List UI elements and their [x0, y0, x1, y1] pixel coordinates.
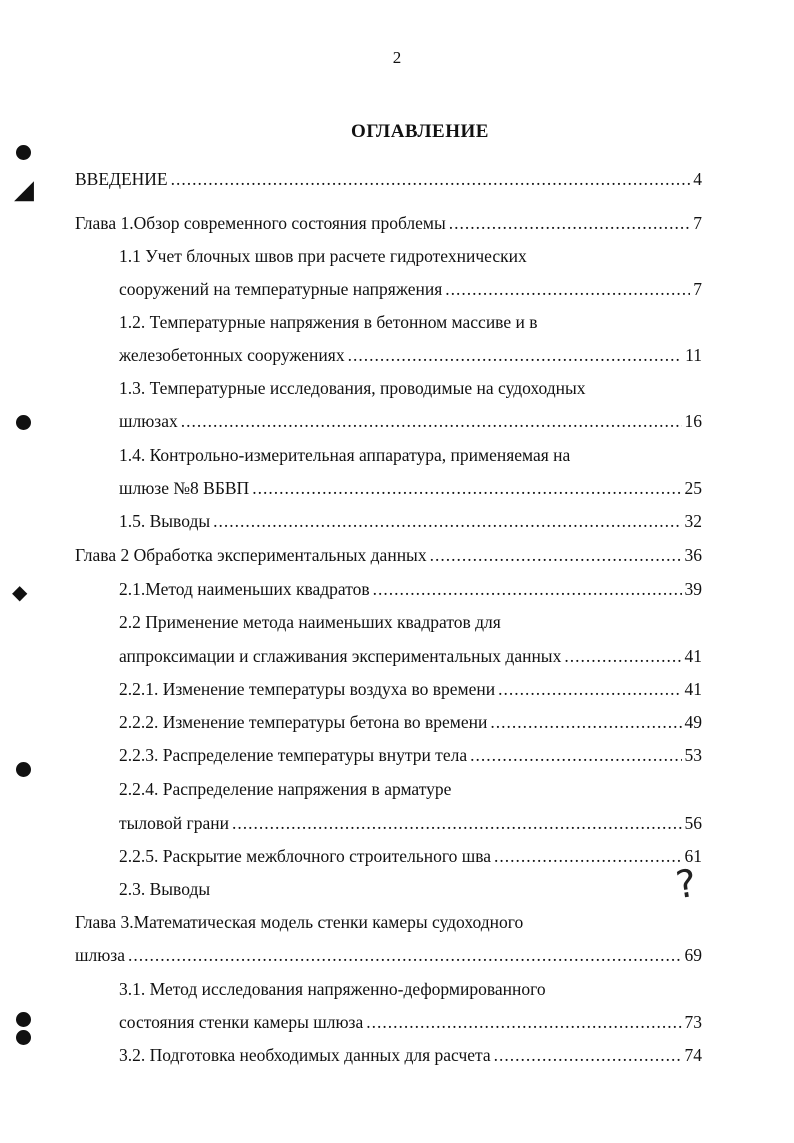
toc-entry: аппроксимации и сглаживания экспериментальных данных ..... 41: [119, 637, 702, 667]
toc-entry: 1.2. Температурные напряжения в бетонном массиве и в: [119, 312, 538, 332]
punch-hole-icon: [16, 145, 31, 160]
toc-entry: шлюзах ..... 16: [119, 402, 702, 432]
punch-hole-icon: [16, 762, 31, 777]
toc-entry: Глава 2 Обработка экспериментальных данных ..... 36: [75, 536, 702, 566]
toc-entry: Глава 3.Математическая модель стенки камеры судоходного: [75, 912, 524, 932]
toc-entry: сооружений на температурные напряжения ..... 7: [119, 270, 702, 300]
toc-entry: 2.3. Выводы: [119, 879, 211, 899]
punch-hole-icon: [16, 415, 31, 430]
toc-entry: 1.4. Контрольно-измерительная аппаратура, применяемая на: [119, 445, 571, 465]
toc-title: ОГЛАВЛЕНИЕ: [351, 121, 489, 142]
toc-entry: 2.2.2. Изменение температуры бетона во времени ..... 49: [119, 703, 702, 733]
scan-mark-icon: ◆: [12, 582, 28, 604]
toc-entry: 3.2. Подготовка необходимых данных для расчета ..... 74: [119, 1036, 702, 1066]
toc-entry: 1.1 Учет блочных швов при расчете гидротехнических: [119, 246, 527, 266]
handwritten-question-mark: ?: [673, 860, 700, 908]
toc-entry: состояния стенки камеры шлюза ..... 73: [119, 1003, 702, 1033]
toc-entry: Глава 1.Обзор современного состояния проблемы ..... 7: [75, 204, 702, 234]
toc-entry: 2.2.5. Раскрытие межблочного строительного шва ..... 61: [119, 837, 702, 867]
toc-entry: железобетонных сооружениях ..... 11: [119, 336, 702, 366]
toc-entry: 2.2.1. Изменение температуры воздуха во времени ..... 41: [119, 670, 702, 700]
page-number: 2: [392, 48, 402, 67]
toc-entry: тыловой грани ..... 56: [119, 804, 702, 834]
toc-entry: ВВЕДЕНИЕ ..... 4: [75, 160, 702, 190]
toc-entry: 2.1.Метод наименьших квадратов ..... 39: [119, 570, 702, 600]
toc-entry: 3.1. Метод исследования напряженно-деформированного: [119, 979, 546, 999]
toc-entry: 2.2 Применение метода наименьших квадратов для: [119, 612, 501, 632]
toc-entry: 1.3. Температурные исследования, проводимые на судоходных: [119, 378, 586, 398]
punch-hole-icon: [16, 1012, 31, 1027]
toc-entry: 2.2.3. Распределение температуры внутри тела ..... 53: [119, 736, 702, 766]
toc-entry: шлюзе №8 ВБВП ..... 25: [119, 469, 702, 499]
toc-entry: 2.2.4. Распределение напряжения в арматуре: [119, 779, 452, 799]
scan-mark-icon: ◢: [14, 175, 34, 204]
toc-entry: 1.5. Выводы ..... 32: [119, 502, 702, 532]
punch-hole-icon: [16, 1030, 31, 1045]
toc-entry: шлюза ..... 69: [75, 936, 702, 966]
